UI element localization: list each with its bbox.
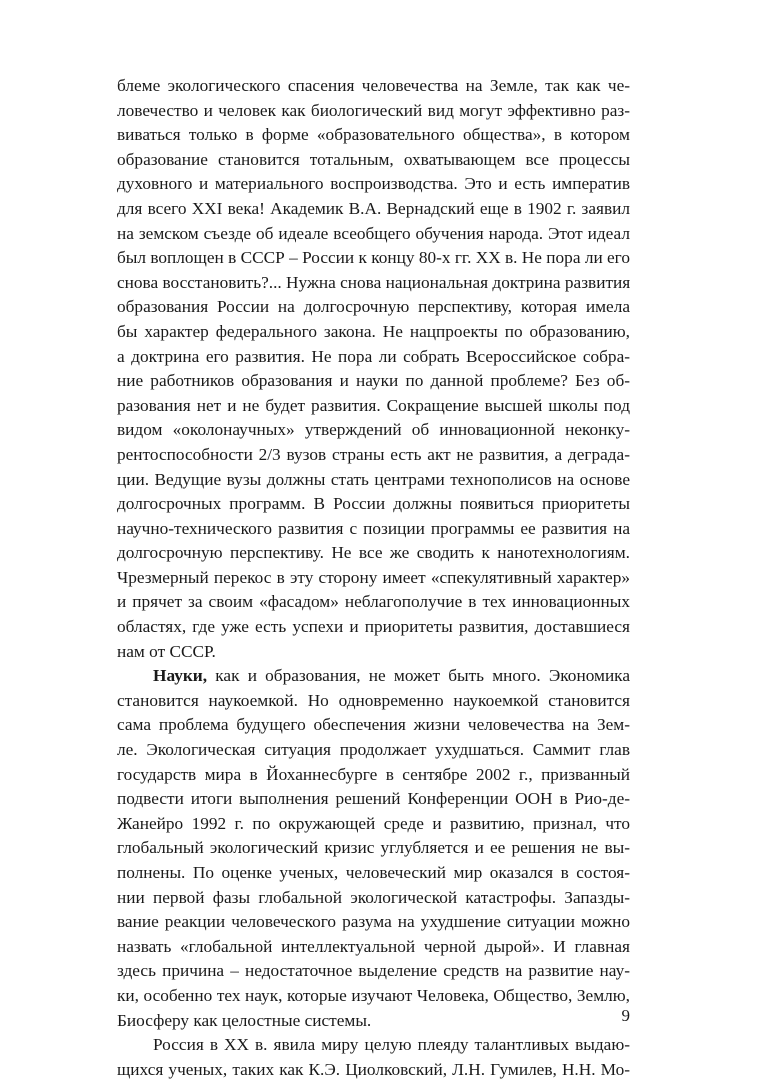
text-line: государств мира в Йоханнесбурге в сентябре 2002 г., призванный bbox=[117, 764, 630, 784]
text-line: долгосрочную перспективу. Не все же сводить к нанотехнологиям. bbox=[117, 543, 630, 563]
text-line: ки, особенно тех наук, которые изучают Человека, Общество, Землю, bbox=[117, 985, 630, 1005]
text-line: блеме экологического спасения человечества на Земле, так как че- bbox=[117, 76, 630, 95]
text-line: глобальный экологический кризис углубляется и ее решения не вы- bbox=[117, 838, 630, 858]
text-span: как и образования, не может быть много. Экономика bbox=[207, 666, 630, 686]
text-line: виваться только в форме «образовательного общества», в котором bbox=[117, 125, 630, 145]
text-line: Чрезмерный перекос в эту сторону имеет «спекулятивный характер» bbox=[117, 567, 630, 587]
text-line: а доктрина его развития. Не пора ли собрать Всероссийское собра- bbox=[117, 346, 630, 366]
paragraph-first-line bbox=[117, 664, 630, 689]
text-line: снова восстановить?... Нужна снова национальная доктрина развития bbox=[117, 272, 630, 292]
text-line: сама проблема будущего обеспечения жизни человечества на Зем- bbox=[117, 715, 630, 735]
text-line: Биосферу как целостные системы. bbox=[117, 1010, 372, 1030]
paragraph-first-line: Россия в XX в. явила миру целую плеяду талантливых выдаю- bbox=[153, 1035, 630, 1055]
text-line: вание реакции человеческого разума на ухудшение ситуации можно bbox=[117, 912, 630, 932]
text-line: ние работников образования и науки по данной проблеме? Без об- bbox=[117, 371, 630, 391]
text-line: образование становится тотальным, охватывающем все процессы bbox=[117, 149, 630, 169]
text-line: становится наукоемкой. Но одновременно наукоемкой становится bbox=[117, 690, 630, 710]
text-line: разования нет и не будет развития. Сокращение высшей школы под bbox=[117, 395, 630, 415]
text-line: областях, где уже есть успехи и приоритеты развития, доставшиеся bbox=[117, 617, 630, 637]
text-line: долгосрочных программ. В России должны появиться приоритеты bbox=[117, 494, 630, 514]
text-line: научно-технического развития с позиции программы ее развития на bbox=[117, 518, 630, 538]
text-line: ловечество и человек как биологический вид могут эффективно раз- bbox=[117, 100, 630, 120]
text-line: ции. Ведущие вузы должны стать центрами технополисов на основе bbox=[117, 469, 630, 489]
text-line: подвести итоги выполнения решений Конференции ООН в Рио-де- bbox=[117, 789, 630, 809]
text-line: на земском съезде об идеале всеобщего обучения народа. Этот идеал bbox=[117, 223, 630, 243]
text-line: Жанейро 1992 г. по окружающей среде и развитию, признал, что bbox=[117, 813, 630, 833]
body-text bbox=[117, 74, 630, 1082]
text-line: бы характер федерального закона. Не нацпроекты по образованию, bbox=[117, 321, 630, 341]
text-line: для всего XXI века! Академик В.А. Вернадский еще в 1902 г. заявил bbox=[117, 198, 630, 218]
text-line: ле. Экологическая ситуация продолжает ухудшаться. Саммит глав bbox=[117, 740, 630, 760]
text-line: образования России на долгосрочную перспективу, которая имела bbox=[117, 297, 630, 317]
text-line: был воплощен в СССР – России к концу 80-х гг. XX в. Не пора ли его bbox=[117, 248, 630, 268]
page-number: 9 bbox=[621, 1006, 630, 1025]
bold-lead-word: Науки, bbox=[153, 666, 208, 686]
text-line: духовного и материального воспроизводства. Это и есть императив bbox=[117, 174, 630, 194]
text-line: назвать «глобальной интеллектуальной черной дырой». И главная bbox=[117, 936, 630, 956]
text-line: видом «околонаучных» утверждений об инновационной неконку- bbox=[117, 420, 630, 440]
text-line: рентоспособности 2/3 вузов страны есть акт не развития, а деграда- bbox=[117, 444, 630, 464]
text-line: здесь причина – недостаточное выделение средств на развитие нау- bbox=[117, 961, 630, 981]
text-line: нам от СССР. bbox=[117, 641, 216, 661]
text-line: полнены. По оценке ученых, человеческий мир оказался в состоя- bbox=[117, 863, 630, 882]
text-line: нии первой фазы глобальной экологической катастрофы. Запазды- bbox=[117, 887, 630, 907]
text-line: и прячет за своим «фасадом» неблагополучие в тех инновационных bbox=[117, 592, 630, 612]
text-line: щихся ученых, таких как К.Э. Циолковский, Л.Н. Гумилев, Н.Н. Мо- bbox=[117, 1059, 630, 1079]
